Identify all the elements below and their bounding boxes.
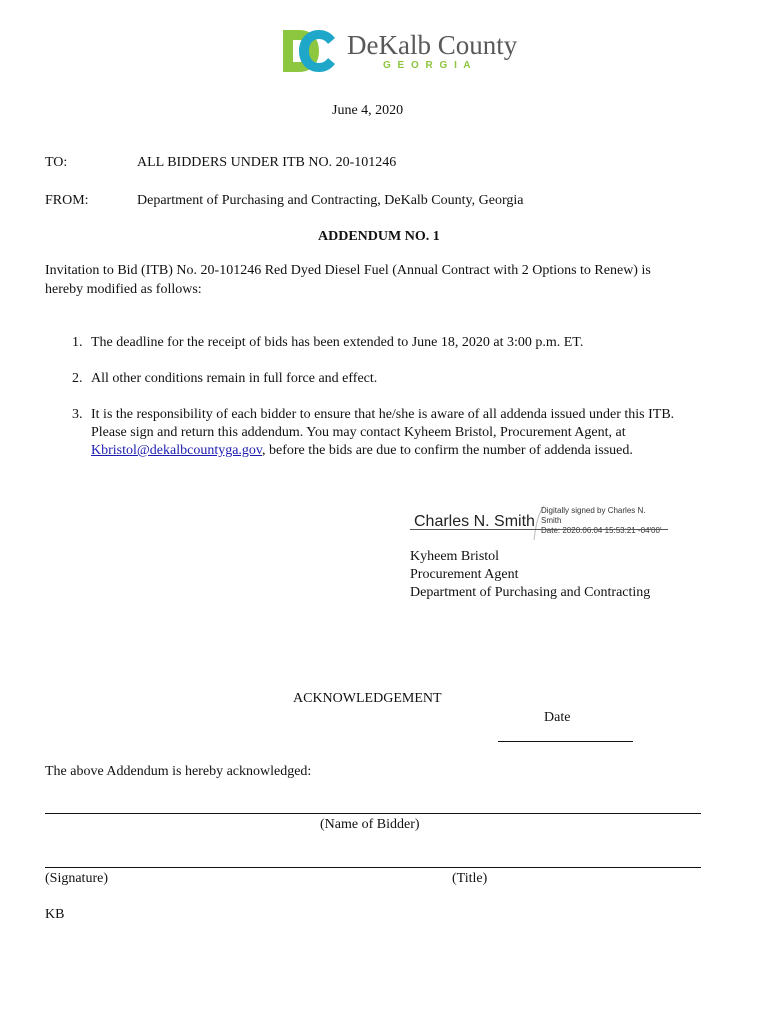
date-label: Date [544,710,571,725]
intro-line-2: hereby modified as follows: [45,282,202,297]
logo-state: G E O R G I A [383,60,473,71]
signature-title-line [45,867,701,868]
signed-name: Charles N. Smith [414,513,535,530]
from-value: Department of Purchasing and Contracting, DeKalb County, Georgia [137,193,524,208]
signer-role: Procurement Agent [410,567,519,582]
list-item-text: Please sign and return this addendum. You may contact Kyheem Bristol, Procurement Agent, at [91,425,626,440]
acknowledgement-heading: ACKNOWLEDGEMENT [293,691,442,706]
dc-logo-icon [281,28,337,74]
signer-name: Kyheem Bristol [410,549,500,564]
intro-line-1: Invitation to Bid (ITB) No. 20-101246 Red Dyed Diesel Fuel (Annual Contract with 2 Options to Renew) is [45,263,651,278]
list-item-number: 1. [72,335,83,350]
from-label: FROM: [45,193,89,208]
list-item-text-line-3 [91,442,633,460]
bidder-name-line [45,813,701,814]
signer-department: Department of Purchasing and Contracting [410,585,651,600]
to-label: TO: [45,155,68,170]
bidder-name-label: (Name of Bidder) [320,817,420,832]
digital-sign-line-2: Smith [541,516,562,525]
signature-line [410,529,668,530]
acknowledgement-statement: The above Addendum is hereby acknowledged: [45,764,312,779]
to-value: ALL BIDDERS UNDER ITB NO. 20-101246 [137,155,397,170]
email-link[interactable]: Kbristol@dekalbcountyga.gov [91,443,263,458]
addendum-title: ADDENDUM NO. 1 [318,229,440,244]
digital-signature [410,504,670,544]
list-item-text: All other conditions remain in full force and effect. [91,371,378,386]
digital-sign-line-1: Digitally signed by Charles N. [541,506,646,515]
list-item-text: It is the responsibility of each bidder to ensure that he/she is aware of all addenda issued under this ITB. [91,407,675,422]
list-item-text: The deadline for the receipt of bids has been extended to June 18, 2020 at 3:00 p.m. ET. [91,335,584,350]
digital-sign-line-3: Date: 2020.06.04 15:53:21 -04'00' [541,526,662,535]
date-line [498,741,633,742]
title-label: (Title) [452,871,488,886]
list-item-number: 2. [72,371,83,386]
list-item-number: 3. [72,407,83,422]
dekalb-county-logo [281,28,531,76]
logo-name: DeKalb County [347,30,518,60]
letter-date: June 4, 2020 [332,103,404,118]
signature-label: (Signature) [45,871,108,886]
initials: KB [45,907,65,922]
list-item-text-rest: , before the bids are due to confirm the number of addenda issued. [262,443,633,458]
